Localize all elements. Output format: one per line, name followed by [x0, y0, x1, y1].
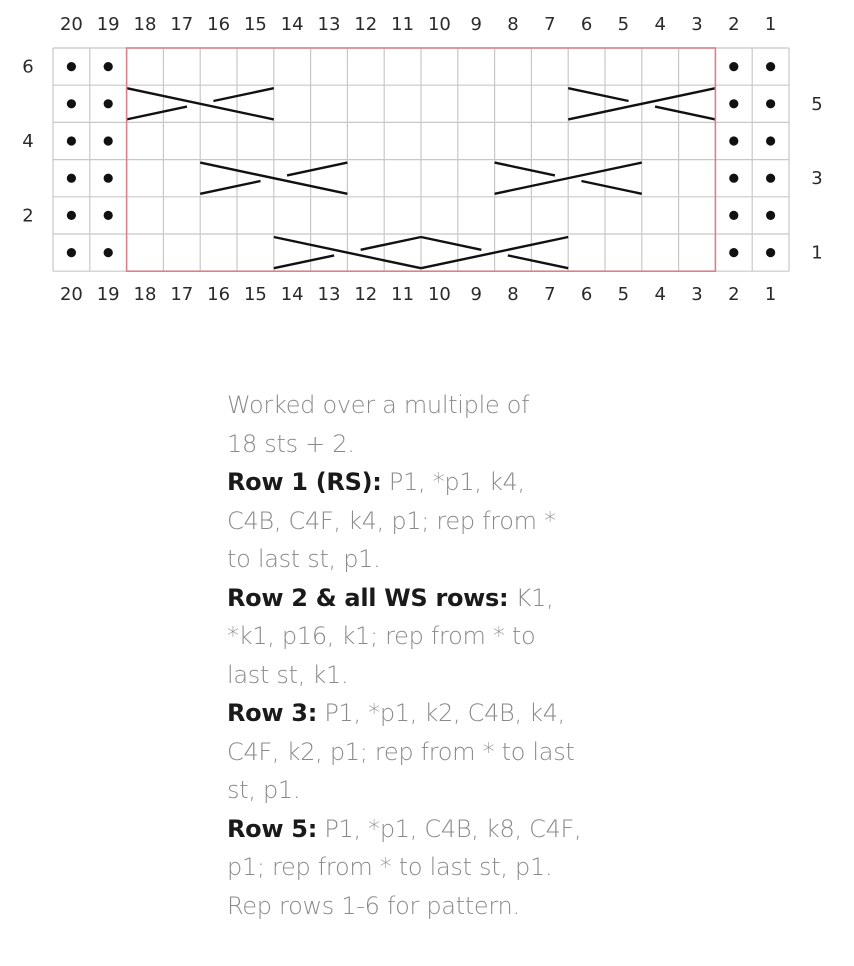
- column-number: 3: [691, 284, 703, 305]
- row-2-label: Row 2 & all WS rows:: [227, 583, 509, 612]
- cable-stroke: [274, 255, 334, 268]
- row-1-line: to last st, p1.: [227, 545, 381, 573]
- purl-dot: [766, 174, 775, 183]
- column-number: 7: [544, 284, 556, 305]
- column-number: 8: [507, 14, 519, 35]
- purl-dot: [104, 211, 113, 220]
- column-number: 15: [243, 14, 267, 35]
- row-5-line: [227, 810, 647, 849]
- purl-dot: [766, 248, 775, 257]
- column-numbers-top: [60, 14, 776, 35]
- knitting-chart: [0, 0, 854, 330]
- column-number: 4: [654, 284, 666, 305]
- column-number: 18: [133, 14, 157, 35]
- row-number: 5: [811, 93, 823, 115]
- row-5-line: p1; rep from * to last st, p1.: [227, 853, 553, 881]
- purl-dot: [766, 136, 775, 145]
- purl-dot: [67, 62, 76, 71]
- row-1-text: P1, *p1, k4,: [381, 468, 525, 496]
- column-number: 18: [133, 284, 157, 305]
- row-1-line: C4B, C4F, k4, p1; rep from *: [227, 506, 556, 535]
- row-3-label: Row 3:: [227, 699, 317, 727]
- cable-stroke: [508, 255, 568, 268]
- column-number: 20: [59, 14, 83, 35]
- pattern-instructions: [227, 386, 647, 925]
- cable-stroke: [287, 163, 347, 176]
- cable-stroke: [421, 237, 481, 250]
- row-2-line: last st, k1.: [227, 660, 349, 689]
- column-number: 9: [470, 14, 482, 35]
- row-number: 2: [22, 205, 34, 227]
- row-number: 6: [22, 56, 34, 78]
- purl-dot: [104, 248, 113, 257]
- column-number: 2: [728, 284, 740, 305]
- column-number: 13: [317, 14, 341, 35]
- column-number: 10: [427, 14, 451, 35]
- row-5-text: P1, *p1, C4B, k8, C4F,: [317, 814, 582, 843]
- cable-stroke: [495, 163, 555, 176]
- column-number: 20: [59, 284, 83, 305]
- purl-dot: [766, 211, 775, 220]
- column-number: 9: [470, 284, 482, 305]
- column-number: 16: [207, 14, 231, 35]
- purl-dot: [67, 136, 76, 145]
- column-number: 17: [170, 14, 194, 35]
- column-number: 6: [580, 284, 593, 305]
- purl-dot: [729, 136, 738, 145]
- column-number: 10: [427, 284, 451, 305]
- column-number: 2: [728, 14, 740, 35]
- row-1-label: Row 1 (RS):: [227, 468, 382, 496]
- column-number: 1: [764, 14, 777, 35]
- column-number: 13: [317, 284, 341, 305]
- column-number: 5: [617, 284, 630, 305]
- cable-stroke: [200, 181, 260, 194]
- row-2-text: K1,: [508, 583, 554, 612]
- purl-dot: [729, 174, 738, 183]
- column-number: 17: [170, 284, 194, 305]
- purl-dot: [67, 211, 76, 220]
- column-number: 12: [354, 284, 378, 305]
- purl-dot: [104, 174, 113, 183]
- cable-stroke: [213, 88, 273, 101]
- cable-stroke: [568, 88, 628, 101]
- column-number: 14: [280, 14, 304, 35]
- cable-stroke: [361, 237, 421, 250]
- purl-dot: [766, 99, 775, 108]
- column-number: 7: [544, 14, 556, 35]
- row-number: 4: [22, 131, 34, 152]
- intro-line: Worked over a multiple of: [227, 391, 530, 419]
- purl-dot: [67, 99, 76, 108]
- purl-dot: [729, 62, 738, 71]
- purl-dot: [729, 248, 738, 257]
- row-3-line: C4F, k2, p1; rep from * to last: [227, 737, 575, 766]
- row-5-label: Row 5:: [227, 814, 317, 843]
- column-number: 11: [391, 14, 415, 35]
- purl-dot: [104, 62, 113, 71]
- purl-dot: [67, 248, 76, 257]
- column-number: 12: [354, 14, 378, 35]
- column-number: 1: [764, 284, 777, 305]
- column-number: 6: [580, 14, 593, 35]
- cable-stroke: [655, 107, 715, 120]
- purl-dot: [67, 174, 76, 183]
- column-numbers-bottom: [60, 284, 776, 305]
- column-number: 19: [96, 284, 120, 305]
- row-3-line: st, p1.: [227, 776, 301, 804]
- column-number: 15: [243, 284, 267, 305]
- purl-dot: [104, 136, 113, 145]
- row-1-line: [227, 463, 647, 502]
- column-number: 16: [207, 284, 231, 305]
- row-2-line: [227, 579, 647, 618]
- intro-line: 18 sts + 2.: [227, 429, 355, 458]
- column-number: 11: [391, 284, 415, 305]
- purl-dot: [766, 62, 775, 71]
- row-number: 1: [811, 242, 823, 264]
- purl-dot: [104, 99, 113, 108]
- column-number: 8: [507, 284, 519, 305]
- row-number: 3: [811, 168, 823, 190]
- purl-dot: [729, 99, 738, 108]
- column-number: 4: [654, 14, 666, 35]
- column-number: 19: [96, 14, 120, 35]
- row-3-text: P1, *p1, k2, C4B, k4,: [317, 699, 566, 727]
- purl-dot: [729, 211, 738, 220]
- column-number: 3: [691, 14, 703, 35]
- repeat-line: Rep rows 1-6 for pattern.: [227, 891, 520, 920]
- column-number: 5: [617, 14, 630, 35]
- cable-stroke: [581, 181, 641, 194]
- cable-stroke: [127, 107, 187, 120]
- row-2-line: *k1, p16, k1; rep from * to: [227, 622, 536, 650]
- column-number: 14: [280, 284, 304, 305]
- row-3-line: [227, 694, 647, 733]
